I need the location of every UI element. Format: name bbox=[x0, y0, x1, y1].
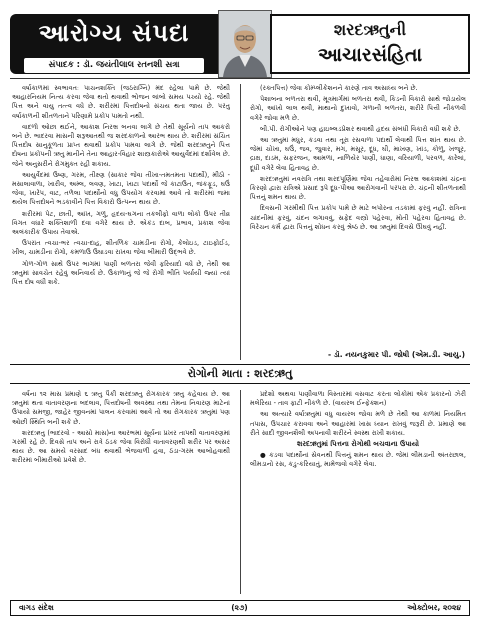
paragraph: (રક્તપિત્ત) જેવા કોમ્પ્લીકેશનને કારણે તાવ અસાધ્ય બને છે. bbox=[260, 84, 418, 92]
column-divider bbox=[240, 84, 241, 360]
paragraph: શરીરમાં પેટ, છાતી, આંખ, ગળું, હ્રદય-ઘગના તકલીફો વાળા લોકો ઉપર તીવ્ર વિગત વધારે શક્તિશાળી દવા વગેરે થાય છે. એકંડ દાબ, પ્રભાવ, પ્રકાશ જેવા અલંકારીક ઉપાય તેવાએ. bbox=[12, 209, 230, 237]
column-title: આરોગ્ય સંપદા bbox=[38, 18, 190, 47]
subheading: શરદઋતુમાં પિત્તના રોગોથી બચવાના ઉપાયો bbox=[296, 440, 420, 449]
paragraph: વાદળો ઓછા થઈને, આકાશ નિરભ્ર બનવા લાગે છે તેથી સૂર્યનો તાપ આકરો બને છે. ભાદરવા માસની શરૂઆતથી જ શરદકાળનો આરંભ થાય છે. શરીરમાં સંચિત પિત્તદોષ સાનુકૂળતા પ્રાપ્ત થવાથી પ્રકોપ પામવા લાગે છે. જેથી શરદઋતુને પિત્ત દોષના પ્રકોપની ઋતુ માનીને તેના આહાર-વિહાર શાસ્ત્રકારોએ આયુર્વેદમાં દર્શાવેલ છે. જેને અનુસરીને રોગમુક્ત રહી શકાય. bbox=[12, 122, 230, 168]
column-divider bbox=[240, 390, 241, 594]
column-banner bbox=[10, 14, 218, 74]
article-top-right-column bbox=[250, 84, 466, 348]
paragraph: દિવસની ગરમીથી પિત્ત પ્રકોપ પામે છે માટે બપોરના તડકામાં ફરવું નહીં. રાત્રિના ચાંદનીમાં ફરવું, ચંદન લગાવવું, સફેદ વસ્ત્રો પહેરવા, મોતી પહેરવા હિતાવહ છે. વિરેચન કર્મ દ્વારા પિત્તનું શોધન કરવું શ્રેષ્ઠ છે. આ ઋતુમાં દિવસે ઊંઘવું નહીં. bbox=[250, 204, 466, 231]
section-heading-box bbox=[10, 364, 470, 384]
paragraph: વર્ષના ૧૨ માસ પ્રમાણે ૬ ઋતુ પૈકી શરદઋતુ રોગકારક ઋતુ કહેવાય છે. આ ઋતુમાં થતા વાતાવરણના બદલાવ, પિત્તદોષની અવસ્થા તથા તેમના નિવારણ માટેનાં ઉપાયો સમજી, જાહેર જીવનમાં પાલન કરવામાં આવે તો આ રોગકારક ઋતુમાં પણ ઓછી સ્થિતિ બની શકે છે. bbox=[12, 390, 230, 426]
paragraph: ● કડવા પદાર્થોનાં સેવનથી પિત્તનું શમન થાય છે. જેમાં લીમડાની અંતરછાલ, લીમડાનો રસ, કડુ-કરિયાતું, મામેજવો વગેરે લેવા. bbox=[250, 451, 466, 469]
paragraph: આ અત્યારે વર્ષાઋતુમાં વધુ વાયરલ જોવા મળે છે તેથી આ કાળમાં નિયમિત તપાસ, ઉપચાર કરાવવા અને આહારમાં ખાસ ધ્યાન રાખવું જરૂરી છે. પ્રમાણે આ રીતે સાદી જીવનશૈલી અપનાવી શરીરને સ્વસ્થ રાખી શકાય. bbox=[250, 410, 466, 437]
author-signature: - ડૉ. નયનકુમાર પી. જોષી (એમ.ડી. આયુ.) bbox=[327, 350, 465, 359]
paragraph: શરદઋતુ (ભાદરવો - આસો માસ)ના આરંભમાં સૂર્યના પ્રખર તાપથી વાતાવરણમાં ગરમી રહે છે. દિવસે તાપ અને રાત્રે ઠંડક જેવા વિરોધી વાતાવરણથી શરીર પર અસર થાય છે. આ સમયે વરસાદ બંધ થવાથી ભેજવાળી હવા, ઠંડા-ગરમ આબોહવાથી શરીરમાં બીમારીઓ પ્રવેશે છે. bbox=[12, 428, 230, 465]
article-top-left-column bbox=[12, 84, 230, 362]
paragraph: આયુર્વેદમાં ઉષ્ણ, ગરમ, તીક્ષ્ણ (સાકાર જેવા તીખા-તમતમતા પદાર્થો), મીઠો - મસાલાવાળા, ખારીવ, અમ્લ, લવણ, ખાટા, ખાટા પદાર્થો જે કાટાઉત, જંકફૂડ, ઘઉં જેવા, ખારેપ, વાટ, તળેલા પદાર્થોનો વધુ ઉપયોગ કરવામાં આવે તો શરીરમાં જમા થયેલ પિત્તદોષને ભડકાવીને પિત્ત વિકારો ઉત્પન્ન થાય છે. bbox=[12, 170, 230, 207]
paragraph: ઉપરાંત ત્વચા-ભર ત્વચા-દાહ, શીતળિક ચામડીના રોગો, કેલોઇડ, ટાઇફોઈડ, ખીલ, ચામડીના રોગો, કમળાઉ ઉઘાડવા રાખવા જેવા બીમારી ઉદ્ભવે છે. bbox=[12, 239, 230, 257]
header-divider bbox=[10, 78, 470, 79]
article-bottom-right-column bbox=[250, 390, 466, 596]
article-title-line2: આચારસંહિતા bbox=[317, 44, 423, 66]
article-title-line1: શરદઋતુની bbox=[333, 20, 407, 39]
paragraph: શરદઋતુમાં નવરાત્રિ તથા શરદપૂર્ણિમા જેવા તહેવારોમાં નિરભ્ર આકાશમાં ચંદ્રના કિરણો દ્વારા રાત્રિએ પ્રસાદ રૂપે દૂધ-પૌંઆ આરોગવાની પરંપરા છે. ચંદ્રની શીતળતાથી પિત્તનું શમન થાય છે. bbox=[250, 174, 466, 202]
paragraph: ગોળ-ગોળ સાથે ઉપર ભાગમાં પાણી બળતરા જેવી ફરિયાદો વધે છે, તેથી આ ઋતુમાં સાવચેત રહેવું અનિવાર્ય છે. ઉકાળાનું જે જે રોગી ભીતિ પર્યાયી જ્યાં ત્યાં પિત્ત દોષ વધી શકે. bbox=[12, 259, 230, 287]
section-heading: રોગોની માતા : શરદઋતુ bbox=[187, 367, 293, 380]
page-number: (૨૭) bbox=[231, 603, 248, 612]
paragraph: આ ઋતુમાં મધુર, કડવા તથા તૂરા રસવાળા પદાર્થો લેવાથી પિત્ત શાંત થાય છે. જેમાં ચોખા, ઘઉં, જવ, જુવાર, મગ, મસૂર, દૂધ, ઘી, માખણ, ખાંડ, કોળું, ખજૂર, દ્રાક્ષ, દાડમ, સફરજન, આમળાં, નાળિયેર પાણી, ધાણા, વરિયાળી, પરવળ, કારેલાં, દૂધી વગેરે લેવા હિતાવહ છે. bbox=[250, 136, 466, 172]
paragraph: પેશાબના બળતરા થવી, મૂત્રમાર્ગમાં બળતરા થવી, કિડની વિકારો સાથે જોડાયેલ રોગો, આંખો લાલ થવી, માથાનો દુખાવો, ગળાની બળતરા, શરીરે પિત્તી નીકળવી વગેરે જોવા મળે છે. bbox=[250, 95, 466, 122]
paragraph: બી.પી. રોગીઓને પણ હાઇબ્લડપ્રેશર થવાથી હૃદય સંબંધી વિકારો વધી શકે છે. bbox=[260, 124, 461, 133]
page-footer bbox=[10, 600, 470, 616]
publication-name: વાગડ સંદેશ bbox=[19, 603, 54, 612]
author-portrait-icon bbox=[219, 11, 271, 77]
issue-date: ઓક્ટોબર, ૨૦૨૪ bbox=[407, 603, 461, 612]
paragraph: પ્રદેશો અથવા પાણીવાળા વિસ્તારમાં વસવાટ કરતા લોકોમાં એક પ્રકારનો ઝેરી મલેરિયા - તાવ ફાટી નીકળે છે. (વાયરલ ઈન્ફેક્શન) bbox=[250, 390, 466, 408]
author-photo bbox=[218, 10, 272, 78]
article-title-box bbox=[270, 14, 470, 74]
editor-credit: સંપાદક : ડૉ. જયંતીલાલ રતનશી સત્રા bbox=[24, 58, 204, 73]
paragraph: વર્ષાકાળમાં સ્વભાવતઃ પાચનશક્તિ (જઠરાગ્નિ) મંદ રહેલા પામે છે. જેથી આહારનિયમ નિત્ય કરવા જેવા થતો થવાથી ભોજન લાંબો સમય પચ્યો રહે. જેથી પિત્ત અને વાયુ તત્ત્વ વધે છે. શરીરમાં પિત્તદોષનો સંચય થતા જાય છે. પરંતુ વર્ષાકાળની શીતળતાને પરિણામે પ્રકોપ પામતો નથી. bbox=[12, 84, 230, 120]
article-bottom-left-column bbox=[12, 390, 230, 596]
